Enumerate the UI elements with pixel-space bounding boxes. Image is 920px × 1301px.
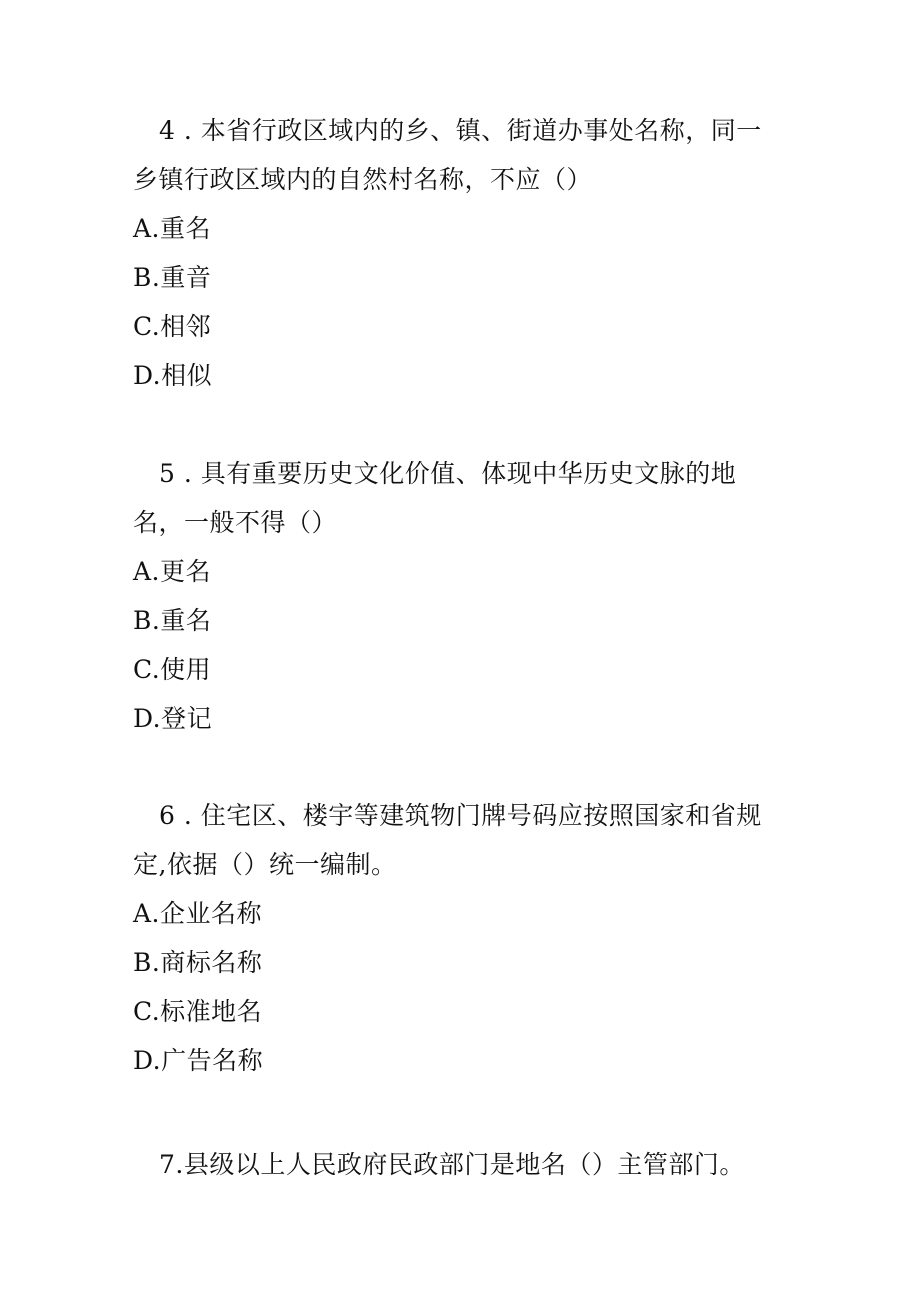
option-c: C.标准地名 xyxy=(133,997,263,1026)
question-4 xyxy=(133,106,783,400)
option-a: A.重名 xyxy=(133,214,212,243)
question-5 xyxy=(133,449,783,743)
option-a: A.更名 xyxy=(133,557,212,586)
question-stem: 5 . 具有重要历史文化价值、体现中华历史文脉的地名，一般不得（） xyxy=(133,459,737,537)
question-stem: 7.县级以上人民政府民政部门是地名（）主管部门。 xyxy=(159,1150,745,1179)
option-b: B.重音 xyxy=(133,263,212,292)
question-6 xyxy=(133,791,783,1085)
question-stem: 6 . 住宅区、楼宇等建筑物门牌号码应按照国家和省规定,依据（）统一编制。 xyxy=(133,801,762,879)
option-d: D.广告名称 xyxy=(133,1046,264,1075)
question-7 xyxy=(133,1140,783,1189)
option-b: B.商标名称 xyxy=(133,948,263,977)
option-d: D.相似 xyxy=(133,361,213,390)
option-b: B.重名 xyxy=(133,606,212,635)
option-a: A.企业名称 xyxy=(133,899,263,928)
option-d: D.登记 xyxy=(133,704,213,733)
option-c: C.相邻 xyxy=(133,312,212,341)
option-c: C.使用 xyxy=(133,655,212,684)
question-stem: 4 . 本省行政区域内的乡、镇、街道办事处名称，同一乡镇行政区域内的自然村名称，不应（） xyxy=(133,116,762,194)
